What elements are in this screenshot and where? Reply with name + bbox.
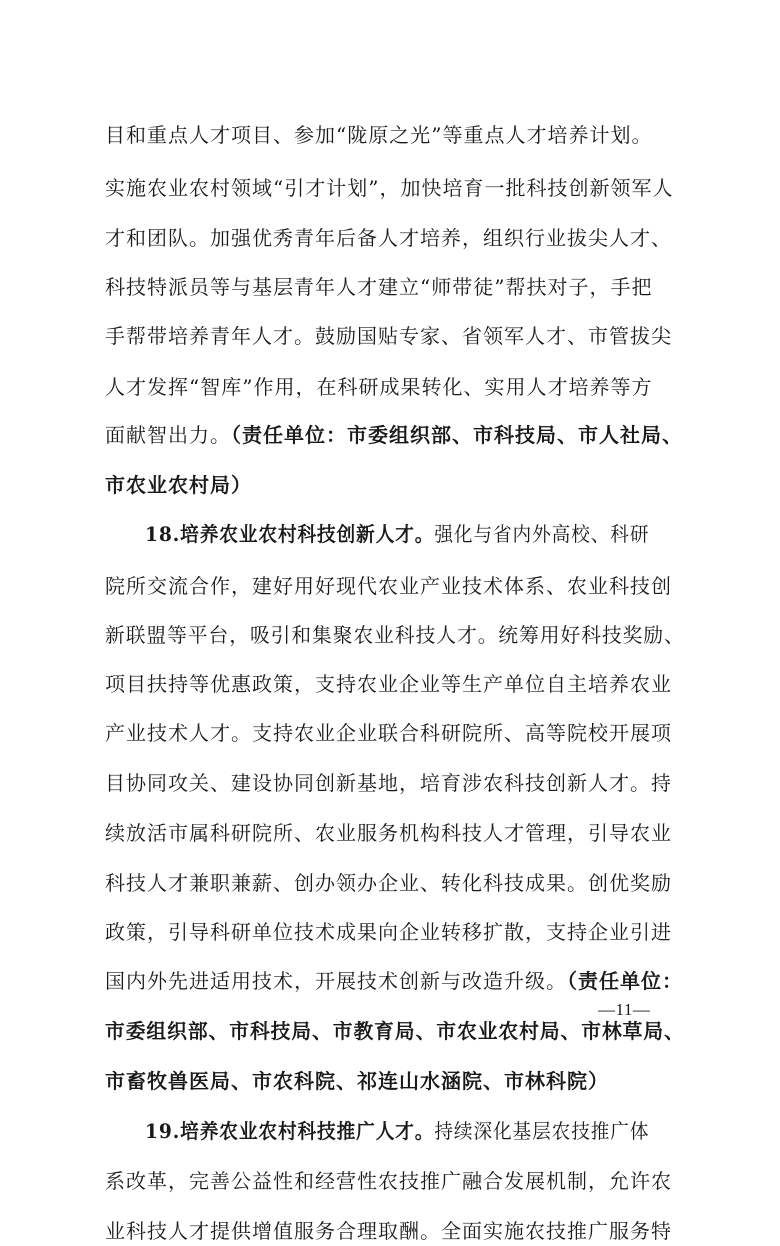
text-line bbox=[105, 1016, 685, 1046]
text-segment: 政策，引导科研单位技术成果向企业转移扩散，支持企业引进 bbox=[105, 920, 672, 944]
bold-text-segment: 市农业农村局） bbox=[105, 473, 252, 497]
bold-text-segment: 市畜牧兽医局、市农科院、祁连山水涵院、市林科院） bbox=[105, 1069, 609, 1093]
text-line bbox=[105, 1216, 685, 1246]
text-segment: 手帮带培养青年人才。鼓励国贴专家、省领军人才、市管拔尖 bbox=[105, 324, 672, 348]
text-line bbox=[105, 321, 685, 351]
text-line bbox=[105, 620, 685, 650]
text-line bbox=[105, 917, 685, 947]
text-segment: 强化与省内外高校、科研 bbox=[434, 522, 650, 546]
text-segment: 国内外先进适用技术，开展技术创新与改造升级。 bbox=[105, 969, 567, 993]
text-segment: 院所交流合作，建好用好现代农业产业技术体系、农业科技创 bbox=[105, 574, 672, 598]
text-segment: 人才发挥“智库”作用，在科研成果转化、实用人才培养等方 bbox=[105, 375, 653, 399]
text-line bbox=[105, 718, 685, 748]
bold-text-segment: （责任单位： bbox=[567, 969, 683, 993]
text-line bbox=[105, 173, 685, 203]
bold-text-segment: 18.培养农业农村科技创新人才。 bbox=[145, 522, 435, 546]
text-segment: 新联盟等平台，吸引和集聚农业科技人才。统筹用好科技奖励、 bbox=[105, 623, 685, 647]
bold-text-segment: 市委组织部、市科技局、市教育局、市农业农村局、市林草局、 bbox=[105, 1019, 685, 1043]
text-segment: 目和重点人才项目、参加“陇原之光”等重点人才培养计划。 bbox=[105, 123, 653, 147]
text-line bbox=[105, 571, 685, 601]
text-line bbox=[105, 669, 685, 699]
text-line bbox=[105, 272, 685, 302]
text-line bbox=[145, 519, 685, 549]
text-line bbox=[105, 768, 685, 798]
text-line bbox=[105, 223, 685, 253]
text-segment: 才和团队。加强优秀青年后备人才培养，组织行业拔尖人才、 bbox=[105, 226, 672, 250]
text-line bbox=[145, 1116, 685, 1146]
text-segment: 面献智出力。 bbox=[105, 423, 231, 447]
text-line bbox=[105, 120, 685, 150]
text-line bbox=[105, 1166, 685, 1196]
text-line bbox=[105, 420, 685, 450]
text-segment: 持续深化基层农技推广体 bbox=[434, 1119, 650, 1143]
text-line bbox=[105, 1066, 685, 1096]
text-segment: 业科技人才提供增值服务合理取酬。全面实施农技推广服务特 bbox=[105, 1219, 672, 1243]
text-line bbox=[105, 818, 685, 848]
text-segment: 目协同攻关、建设协同创新基地，培育涉农科技创新人才。持 bbox=[105, 771, 672, 795]
bold-text-segment: （责任单位：市委组织部、市科技局、市人社局、 bbox=[231, 423, 683, 447]
text-segment: 科技特派员等与基层青年人才建立“师带徒”帮扶对子，手把 bbox=[105, 275, 653, 299]
text-line bbox=[105, 470, 685, 500]
text-segment: 产业技术人才。支持农业企业联合科研院所、高等院校开展项 bbox=[105, 721, 672, 745]
text-segment: 项目扶持等优惠政策，支持农业企业等生产单位自主培养农业 bbox=[105, 672, 672, 696]
text-line bbox=[105, 372, 685, 402]
text-segment: 科技人才兼职兼薪、创办领办企业、转化科技成果。创优奖励 bbox=[105, 871, 672, 895]
text-segment: 续放活市属科研院所、农业服务机构科技人才管理，引导农业 bbox=[105, 821, 672, 845]
text-line bbox=[105, 868, 685, 898]
text-segment: 系改革，完善公益性和经营性农技推广融合发展机制，允许农 bbox=[105, 1169, 672, 1193]
bold-text-segment: 19.培养农业农村科技推广人才。 bbox=[145, 1119, 435, 1143]
page-number: —11— bbox=[598, 1000, 651, 1019]
text-line bbox=[105, 966, 685, 996]
text-segment: 实施农业农村领域“引才计划”，加快培育一批科技创新领军人 bbox=[105, 176, 674, 200]
